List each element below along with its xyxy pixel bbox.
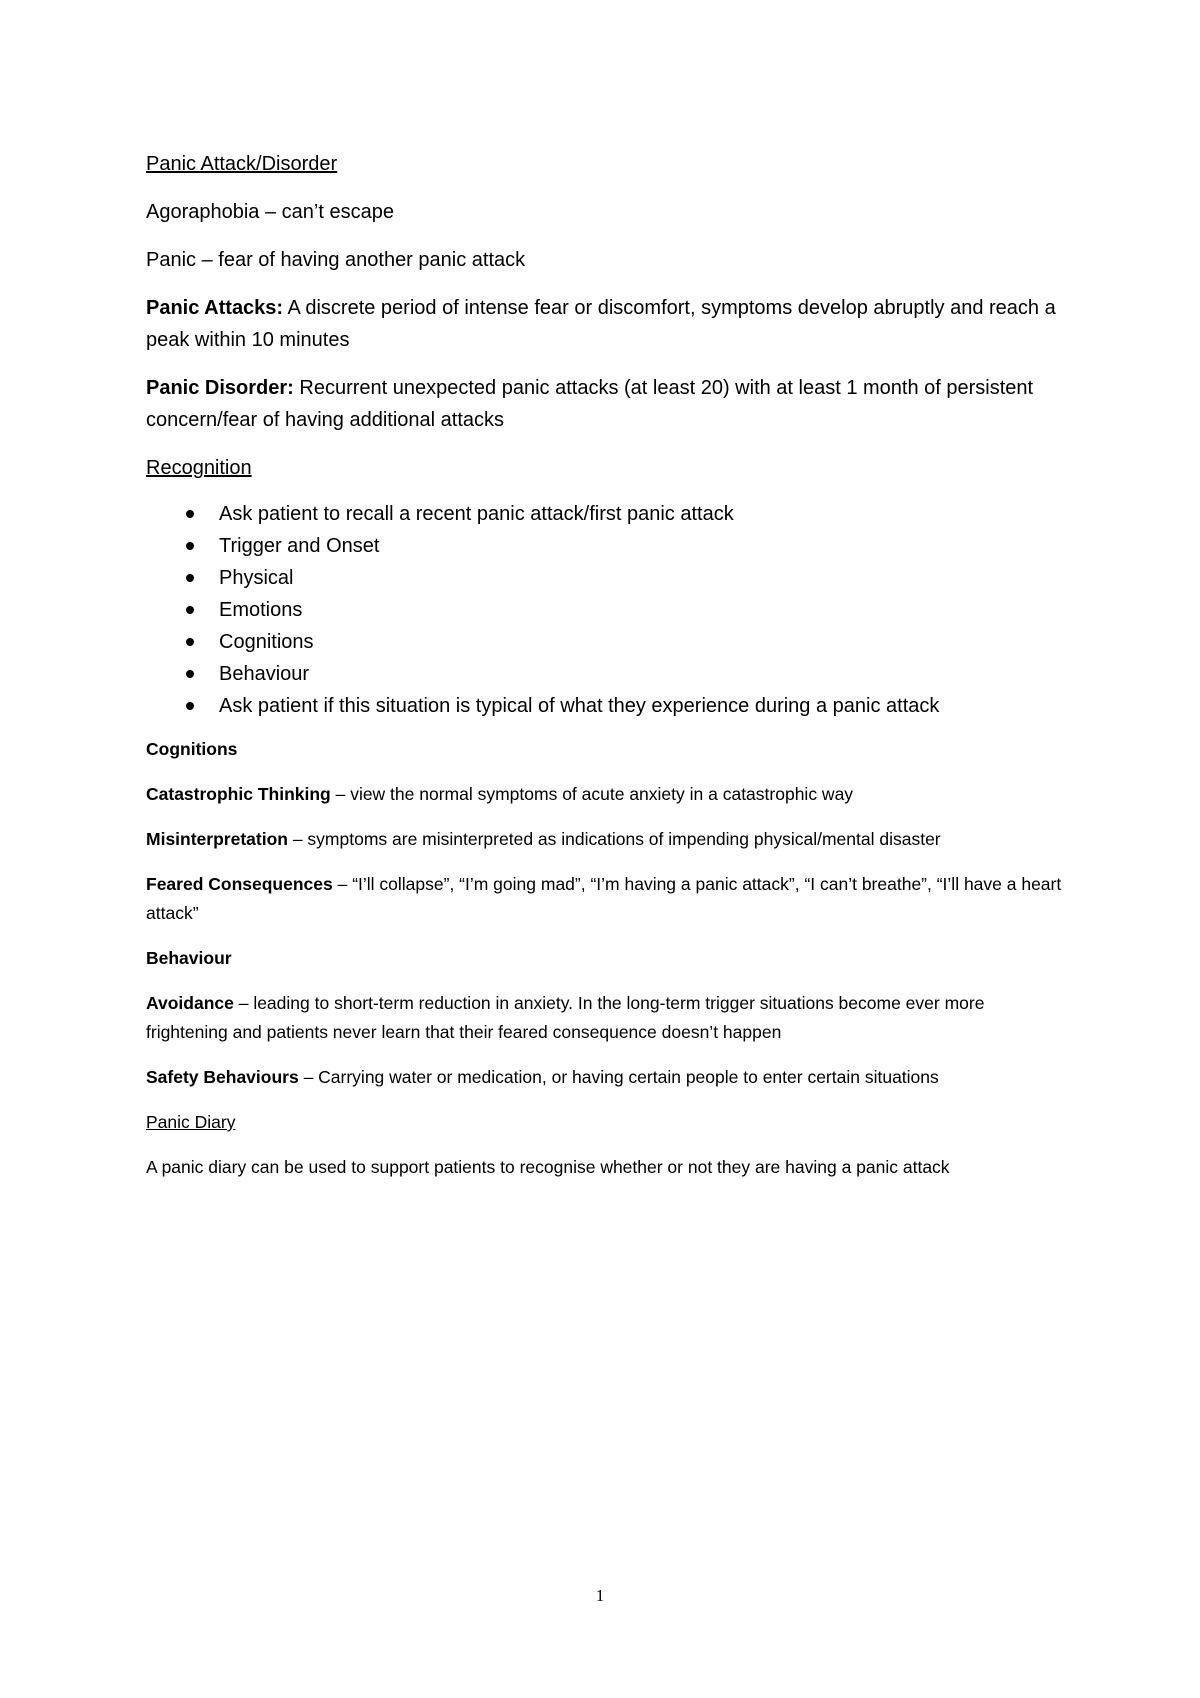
entry-term: Avoidance xyxy=(146,993,234,1013)
list-item xyxy=(146,530,1066,562)
list-item-text: Ask patient if this situation is typical of what they experience during a panic attack xyxy=(219,695,940,717)
entry-term: Catastrophic Thinking xyxy=(146,784,331,804)
panic-disorder-definition xyxy=(146,372,1066,436)
panic-attacks-term: Panic Attacks: xyxy=(146,297,284,319)
panic-line: Panic – fear of having another panic attack xyxy=(146,249,526,271)
feared-consequences-entry xyxy=(146,870,1066,928)
list-item xyxy=(146,498,1066,530)
entry-text: – Carrying water or medication, or having certain people to enter certain situations xyxy=(298,1067,939,1087)
document-content xyxy=(146,148,1066,1182)
list-item xyxy=(146,594,1066,626)
bullet-icon xyxy=(186,542,194,550)
entry-term: Misinterpretation xyxy=(146,829,288,849)
cognitions-heading: Cognitions xyxy=(146,739,238,759)
entry-text: – leading to short-term reduction in anxiety. In the long-term trigger situations become ever more frightening and patients never learn that their feared consequence doesn’t happen xyxy=(146,993,985,1042)
bullet-icon xyxy=(186,510,194,518)
misinterpretation-entry xyxy=(146,825,1066,854)
panic-disorder-text: Recurrent unexpected panic attacks (at least 20) with at least 1 month of persistent concern/fear of having additional attacks xyxy=(146,377,1034,431)
panic-attacks-definition xyxy=(146,292,1066,356)
agoraphobia-line: Agoraphobia – can’t escape xyxy=(146,201,394,223)
list-item-text: Cognitions xyxy=(219,631,314,653)
list-item-text: Ask patient to recall a recent panic attack/first panic attack xyxy=(219,503,734,525)
safety-behaviours-entry xyxy=(146,1063,1066,1092)
list-item-text: Emotions xyxy=(219,599,303,621)
list-item-text: Physical xyxy=(219,567,294,589)
recognition-list xyxy=(146,498,1066,722)
list-item-text: Trigger and Onset xyxy=(219,535,380,557)
list-item xyxy=(146,626,1066,658)
bullet-icon xyxy=(186,702,194,710)
avoidance-entry xyxy=(146,989,1066,1047)
list-item xyxy=(146,562,1066,594)
bullet-icon xyxy=(186,574,194,582)
bullet-icon xyxy=(186,670,194,678)
entry-term: Safety Behaviours xyxy=(146,1067,299,1087)
entry-text: – view the normal symptoms of acute anxiety in a catastrophic way xyxy=(330,784,854,804)
list-item xyxy=(146,658,1066,690)
bullet-icon xyxy=(186,638,194,646)
panic-attacks-text: A discrete period of intense fear or discomfort, symptoms develop abruptly and reach a peak within 10 minutes xyxy=(146,297,1056,351)
entry-text: – “I’ll collapse”, “I’m going mad”, “I’m having a panic attack”, “I can’t breathe”, “I’ll have a heart attack” xyxy=(146,874,1062,923)
panic-disorder-term: Panic Disorder: xyxy=(146,377,294,399)
panic-diary-text: A panic diary can be used to support patients to recognise whether or not they are having a panic attack xyxy=(146,1157,950,1177)
entry-text: – symptoms are misinterpreted as indications of impending physical/mental disaster xyxy=(287,829,941,849)
catastrophic-thinking-entry xyxy=(146,780,1066,809)
panic-diary-heading: Panic Diary xyxy=(146,1112,236,1132)
bullet-icon xyxy=(186,606,194,614)
page-number: 1 xyxy=(595,1586,605,1605)
recognition-heading: Recognition xyxy=(146,457,252,479)
list-item-text: Behaviour xyxy=(219,663,310,685)
behaviour-heading: Behaviour xyxy=(146,948,232,968)
document-title: Panic Attack/Disorder xyxy=(146,153,338,175)
entry-term: Feared Consequences xyxy=(146,874,333,894)
list-item xyxy=(146,690,1066,722)
